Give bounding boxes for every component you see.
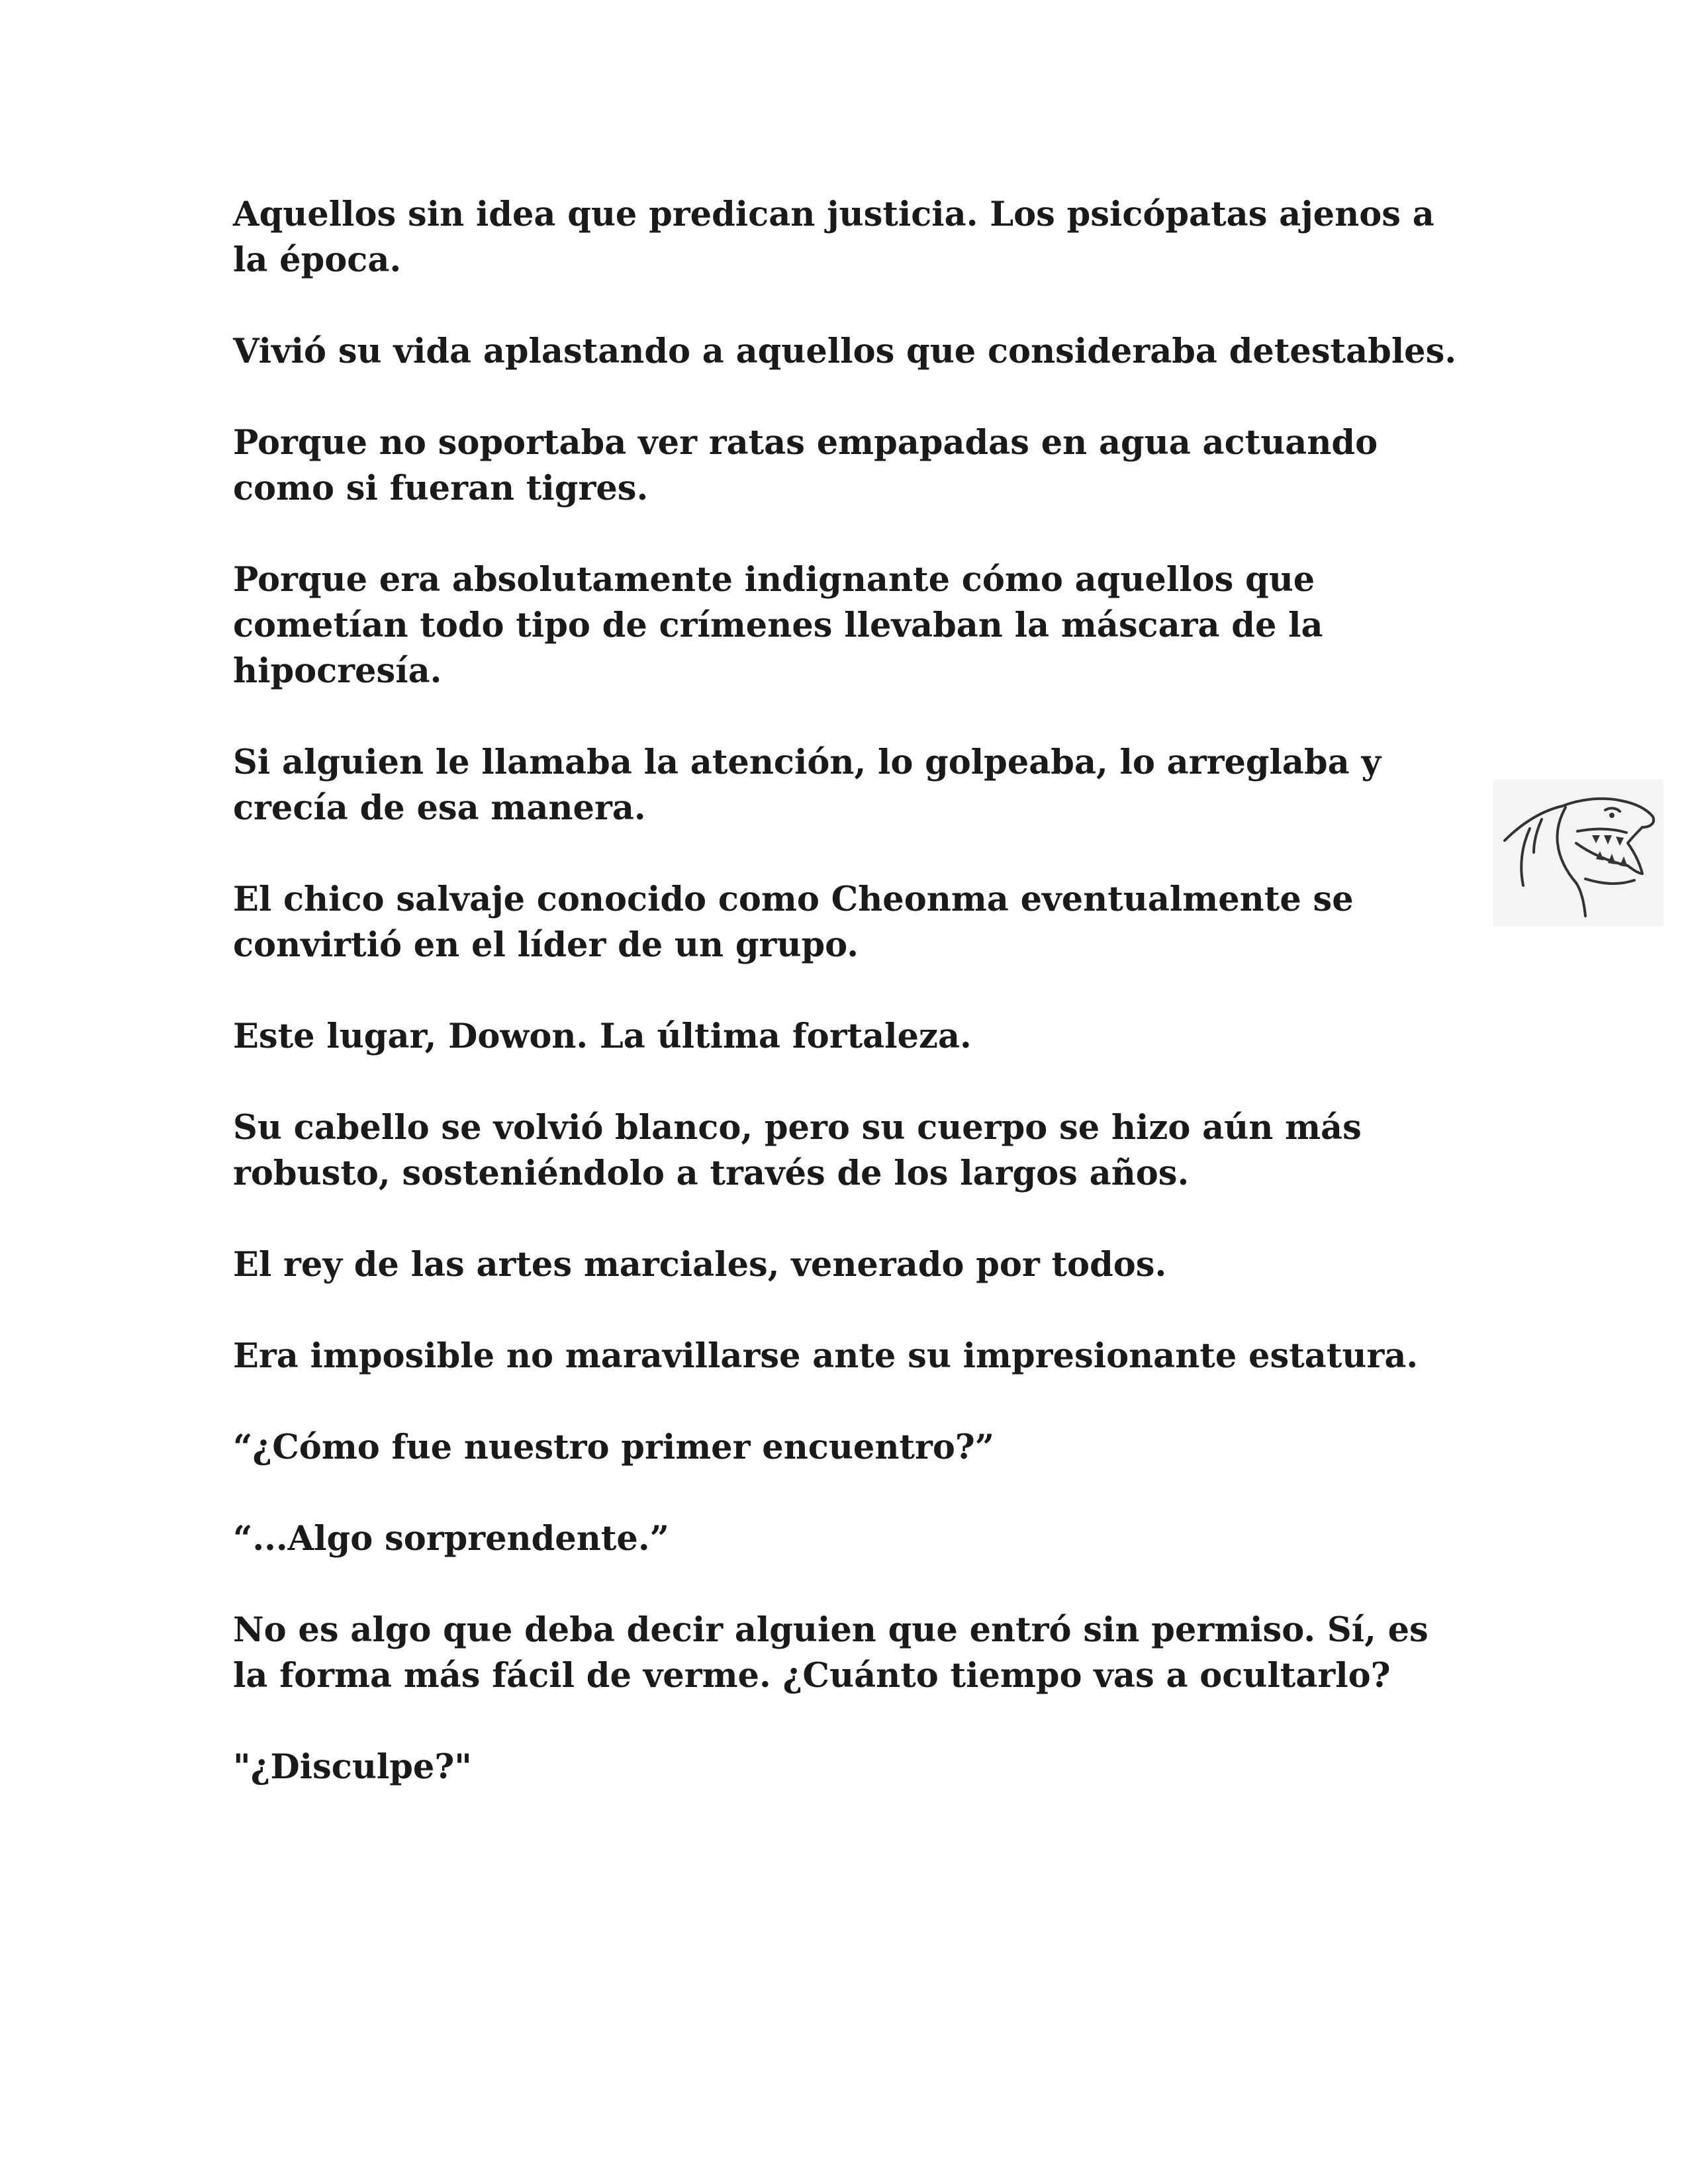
dinosaur-head-sketch-icon — [1493, 780, 1664, 927]
body-text — [233, 192, 1464, 1836]
paragraph: Este lugar, Dowon. La última fortaleza. — [233, 1017, 972, 1056]
paragraph: “¿Cómo fue nuestro primer encuentro?” — [233, 1428, 995, 1467]
paragraph: El chico salvaje conocido como Cheonma eventualmente se convirtió en el líder de un grupo. — [233, 880, 1354, 965]
paragraph: Aquellos sin idea que predican justicia. Los psicópatas ajenos a la época. — [233, 195, 1434, 280]
paragraph: “...Algo sorprendente.” — [233, 1519, 669, 1559]
paragraph: El rey de las artes marciales, venerado por todos. — [233, 1245, 1167, 1285]
paragraph: No es algo que deba decir alguien que entró sin permiso. Sí, es la forma más fácil de verme. ¿Cuánto tiempo vas a ocultarlo? — [233, 1610, 1429, 1696]
paragraph: Porque era absolutamente indignante cómo aquellos que cometían todo tipo de crímenes llevaban la máscara de la hipocresía. — [233, 560, 1323, 691]
paragraph: Su cabello se volvió blanco, pero su cuerpo se hizo aún más robusto, sosteniéndolo a través de los largos años. — [233, 1108, 1362, 1193]
paragraph: Si alguien le llamaba la atención, lo golpeaba, lo arreglaba y crecía de esa manera. — [233, 743, 1382, 828]
paragraph: Porque no soportaba ver ratas empapadas en agua actuando como si fueran tigres. — [233, 423, 1378, 508]
paragraph: "¿Disculpe?" — [233, 1747, 472, 1787]
paragraph: Vivió su vida aplastando a aquellos que consideraba detestables. — [233, 332, 1457, 371]
paragraph: Era imposible no maravillarse ante su impresionante estatura. — [233, 1336, 1419, 1376]
